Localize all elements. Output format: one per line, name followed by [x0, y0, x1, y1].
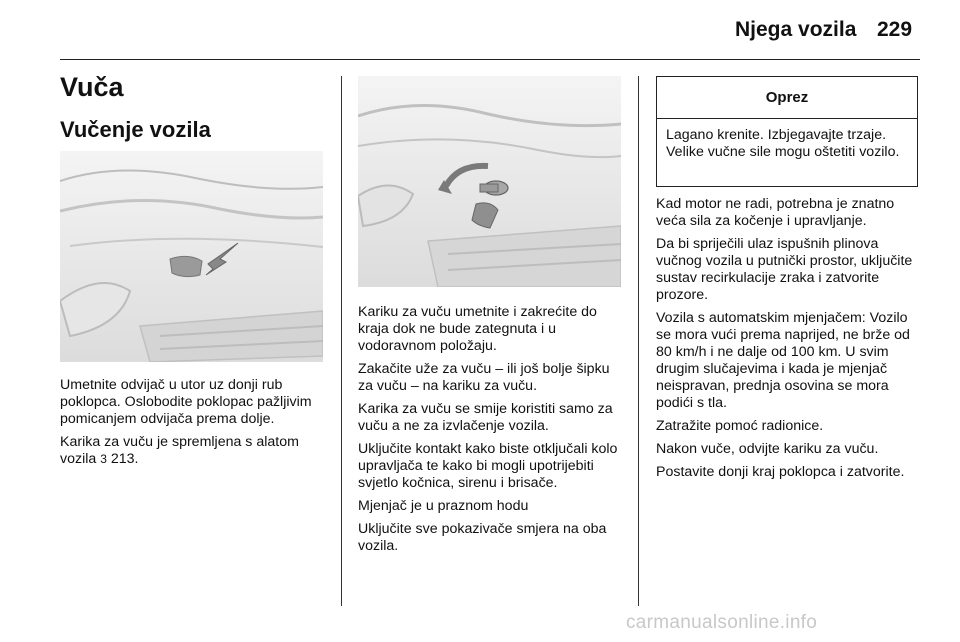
paragraph: Umetnite odvijač u utor uz donji rub poklopca. Oslobodite poklopac pažljivim pomicanjem odvijača prema dolje.	[60, 377, 312, 427]
paragraph: Uključite sve pokazivače smjera na oba vozila.	[358, 521, 607, 554]
paragraph: Da bi spriječili ulaz ispušnih plinova vučnog vozila u putnički prostor, uključite sustav recirkulacije zraka i zatvorite prozore.	[656, 236, 913, 303]
subsection-title: Vučenje vozila	[60, 117, 211, 142]
paragraph-text: Karika za vuču je spremljena s alatom vozila	[60, 434, 299, 467]
column-1-text	[60, 377, 324, 474]
paragraph: Mjenjač je u praznom hodu	[358, 498, 529, 514]
column-divider-left	[341, 76, 342, 606]
paragraph: Kariku za vuču umetnite i zakrećite do kraja dok ne bude zategnuta i u vodoravnom položaju.	[358, 304, 597, 354]
page-reference-arrow: 3	[100, 452, 107, 466]
page-reference-link[interactable]: 213.	[106, 451, 139, 467]
paragraph: Karika za vuču se smije koristiti samo za vuču a ne za izvlačenje vozila.	[358, 401, 613, 434]
paragraph: Nakon vuče, odvijte kariku za vuču.	[656, 441, 879, 457]
page-header-title: Njega vozila	[735, 18, 857, 41]
header-rule	[60, 59, 920, 60]
column-divider-right	[638, 76, 639, 606]
illustration-bumper-cover	[60, 151, 323, 362]
caution-text: Lagano krenite. Izbjegavajte trzaje. Velike vučne sile mogu oštetiti vozilo.	[666, 127, 900, 160]
caution-box	[656, 76, 918, 187]
paragraph-with-page-reference	[60, 434, 324, 468]
paragraph: Vozila s automatskim mjenjačem: Vozilo se mora vući prema naprijed, ne brže od 80 km/h i ne dalje od 100 km. U svim drugim slučajevima i kada je mjenjač neispravan, prednja osovina se mora podići s tla.	[656, 310, 910, 411]
column-2-text	[358, 304, 622, 561]
paragraph: Zakačite uže za vuču – ili još bolje šipku za vuču – na kariku za vuču.	[358, 361, 610, 394]
illustration-towing-eye	[358, 76, 621, 287]
paragraph: Postavite donji kraj poklopca i zatvorite.	[656, 464, 905, 480]
column-3-text	[656, 196, 922, 487]
caution-title: Oprez	[657, 77, 917, 119]
paragraph: Zatražite pomoć radionice.	[656, 418, 824, 434]
watermark-text: carmanualsonline.info	[626, 612, 818, 633]
paragraph: Uključite kontakt kako biste otključali kolo upravljača te kako bi mogli upotrijebiti svjetlo kočnica, sirenu i brisače.	[358, 441, 618, 491]
paragraph: Kad motor ne radi, potrebna je znatno veća sila za kočenje i upravljanje.	[656, 196, 895, 229]
page-number: 229	[877, 18, 913, 41]
section-title: Vuča	[60, 72, 124, 102]
